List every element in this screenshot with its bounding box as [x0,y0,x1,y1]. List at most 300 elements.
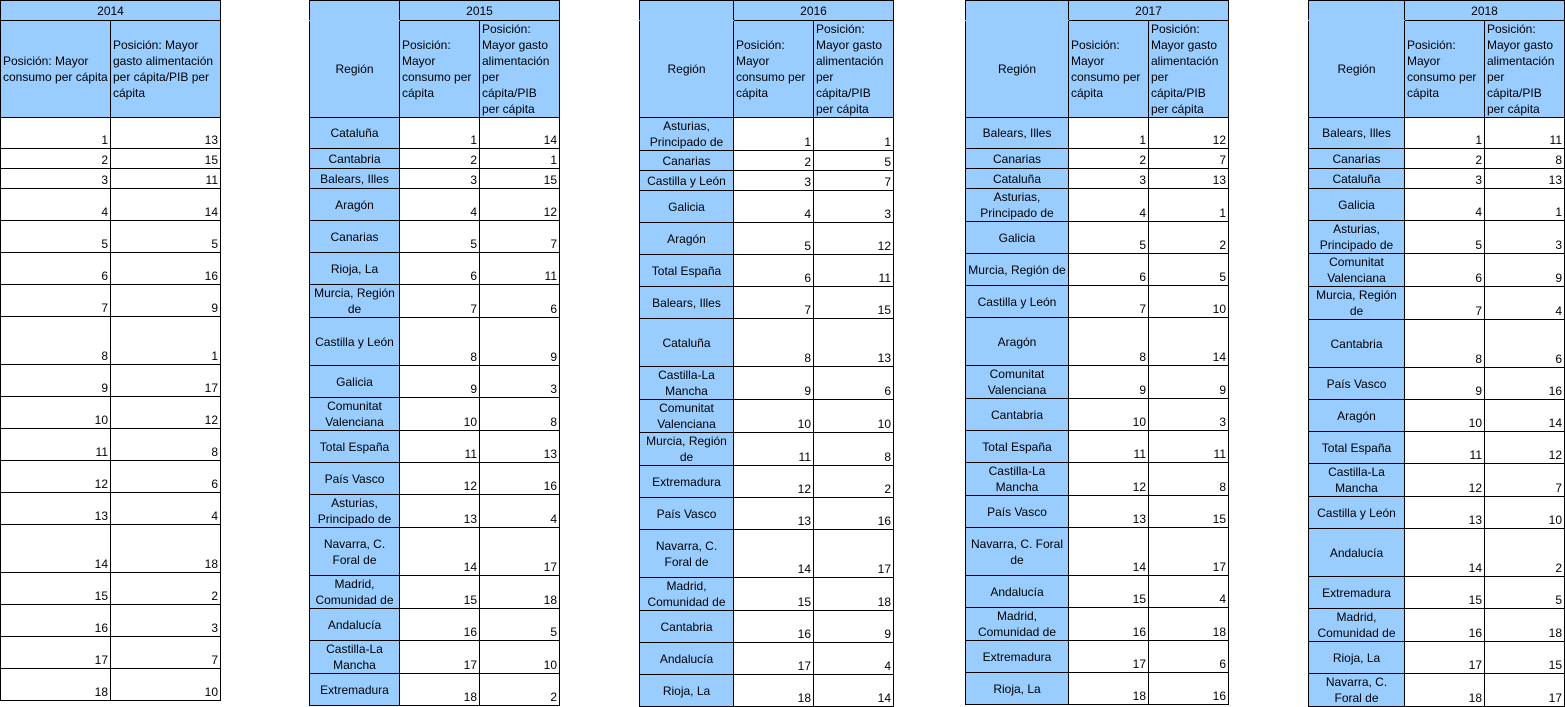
table-row [966,496,1229,528]
consumo-rank-cell[interactable]: 13 [734,498,814,530]
region-cell[interactable]: Madrid, Comunidad de [310,576,400,609]
gasto-rank-cell[interactable]: 4 [1485,287,1565,320]
gasto-rank-cell[interactable]: 6 [1485,320,1565,368]
gasto-rank-cell[interactable]: 8 [814,433,894,466]
region-cell[interactable]: Castilla y León [1309,497,1405,529]
consumo-rank-cell[interactable]: 15 [1405,577,1485,609]
region-cell[interactable]: Aragón [310,189,400,221]
gasto-rank-cell[interactable]: 9 [814,611,894,643]
region-cell[interactable]: Murcia, Región de [310,285,400,318]
consumo-rank-cell[interactable]: 7 [1069,286,1149,318]
gasto-rank-cell[interactable]: 2 [480,674,560,706]
table-row [640,611,894,643]
table-row [966,222,1229,254]
consumo-rank-cell[interactable]: 12 [1,461,111,493]
gasto-rank-cell[interactable]: 9 [1149,366,1229,399]
region-cell[interactable]: Comunitat Valenciana [966,366,1069,399]
gasto-rank-cell[interactable]: 15 [814,287,894,319]
region-cell[interactable]: Canarias [640,151,734,171]
region-cell[interactable]: Total España [640,255,734,287]
gasto-rank-cell[interactable]: 15 [480,169,560,189]
consumo-rank-cell[interactable]: 14 [1069,528,1149,576]
region-cell[interactable]: Total España [1309,432,1405,464]
consumo-rank-cell[interactable]: 10 [734,400,814,433]
region-cell[interactable]: Castilla y León [640,171,734,191]
consumo-rank-cell[interactable]: 16 [1405,609,1485,642]
gasto-rank-cell[interactable]: 1 [1149,189,1229,222]
gasto-rank-cell[interactable]: 3 [814,191,894,223]
gasto-rank-cell[interactable]: 3 [480,366,560,398]
gasto-rank-cell[interactable]: 10 [111,669,221,701]
consumo-rank-cell[interactable]: 8 [1069,318,1149,366]
consumo-rank-cell[interactable]: 3 [1405,169,1485,189]
region-cell[interactable]: Castilla-La Mancha [1309,464,1405,497]
gasto-rank-cell[interactable]: 2 [111,573,221,605]
gasto-rank-cell[interactable]: 17 [480,528,560,576]
header-gasto: Posición: Mayor gasto alimentación per cápita/PIB per cápita [480,21,560,118]
table-row [1,149,221,169]
consumo-rank-cell[interactable]: 3 [400,169,480,189]
table-row [310,641,560,674]
table-row [966,286,1229,318]
consumo-rank-cell[interactable]: 3 [1069,169,1149,189]
gasto-rank-cell[interactable]: 16 [480,463,560,495]
table-row [310,253,560,285]
gasto-rank-cell[interactable]: 14 [111,189,221,221]
consumo-rank-cell[interactable]: 10 [1069,399,1149,431]
consumo-rank-cell[interactable]: 6 [734,255,814,287]
consumo-rank-cell[interactable]: 18 [1405,674,1485,707]
consumo-rank-cell[interactable]: 11 [734,433,814,466]
gasto-rank-cell[interactable]: 10 [814,400,894,433]
table-row [1,573,221,605]
consumo-rank-cell[interactable]: 11 [1,429,111,461]
region-cell[interactable]: Aragón [966,318,1069,366]
consumo-rank-cell[interactable]: 12 [734,466,814,498]
region-cell[interactable]: Asturias, Principado de [966,189,1069,222]
region-cell[interactable]: Cataluña [966,169,1069,189]
region-cell[interactable]: Canarias [1309,149,1405,169]
region-cell[interactable]: Andalucía [1309,529,1405,577]
region-cell[interactable]: Galicia [310,366,400,398]
region-cell[interactable]: Comunitat Valenciana [640,400,734,433]
consumo-rank-cell[interactable]: 9 [1405,368,1485,400]
region-cell[interactable]: Extremadura [966,641,1069,673]
consumo-rank-cell[interactable]: 6 [1405,254,1485,287]
gasto-rank-cell[interactable]: 17 [814,530,894,578]
consumo-rank-cell[interactable]: 12 [1069,463,1149,496]
gasto-rank-cell[interactable]: 5 [814,151,894,171]
gasto-rank-cell[interactable]: 18 [814,578,894,611]
gasto-rank-cell[interactable]: 17 [1485,674,1565,707]
consumo-rank-cell[interactable]: 14 [1405,529,1485,577]
gasto-rank-cell[interactable]: 8 [1149,463,1229,496]
region-cell[interactable]: Navarra, C. Foral de [966,528,1069,576]
gasto-rank-cell[interactable]: 12 [814,223,894,255]
gasto-rank-cell[interactable]: 5 [480,609,560,641]
consumo-rank-cell[interactable]: 6 [1,253,111,285]
region-cell[interactable]: Andalucía [640,643,734,675]
region-cell[interactable]: Canarias [310,221,400,253]
consumo-rank-cell[interactable]: 17 [1405,642,1485,674]
gasto-rank-cell[interactable]: 16 [111,253,221,285]
gasto-rank-cell[interactable]: 9 [1485,254,1565,287]
consumo-rank-cell[interactable]: 2 [400,149,480,169]
consumo-rank-cell[interactable]: 4 [1,189,111,221]
consumo-rank-cell[interactable]: 4 [734,191,814,223]
year-header: 2016 [734,1,894,21]
region-cell[interactable]: Balears, Illes [640,287,734,319]
table-row [1309,464,1565,497]
consumo-rank-cell[interactable]: 3 [734,171,814,191]
consumo-rank-cell[interactable]: 12 [400,463,480,495]
gasto-rank-cell[interactable]: 16 [1149,673,1229,705]
region-cell[interactable]: Extremadura [310,674,400,706]
consumo-rank-cell[interactable]: 4 [400,189,480,221]
region-cell[interactable]: Cantabria [310,149,400,169]
gasto-rank-cell[interactable]: 15 [111,149,221,169]
consumo-rank-cell[interactable]: 13 [400,495,480,528]
table-row [966,528,1229,576]
consumo-rank-cell[interactable]: 17 [1,637,111,669]
region-cell[interactable]: Cataluña [1309,169,1405,189]
table-row [1309,221,1565,254]
consumo-rank-cell[interactable]: 13 [1,493,111,525]
consumo-rank-cell[interactable]: 8 [400,318,480,366]
region-cell[interactable]: Cantabria [966,399,1069,431]
consumo-rank-cell[interactable]: 2 [1,149,111,169]
region-cell[interactable]: Cantabria [1309,320,1405,368]
table-row [1309,609,1565,642]
consumo-rank-cell[interactable]: 8 [734,319,814,367]
region-cell[interactable]: Galicia [640,191,734,223]
region-cell[interactable]: Balears, Illes [1309,118,1405,149]
consumo-rank-cell[interactable]: 18 [400,674,480,706]
region-cell[interactable]: Cataluña [640,319,734,367]
gasto-rank-cell[interactable]: 10 [480,641,560,674]
gasto-rank-cell[interactable]: 6 [814,367,894,400]
region-cell[interactable]: Galicia [966,222,1069,254]
table-row [1309,287,1565,320]
gasto-rank-cell[interactable]: 3 [111,605,221,637]
gasto-rank-cell[interactable]: 1 [111,317,221,365]
table-row [310,285,560,318]
gasto-rank-cell[interactable]: 9 [111,285,221,317]
region-cell[interactable]: Murcia, Región de [640,433,734,466]
consumo-rank-cell[interactable]: 2 [1405,149,1485,169]
gasto-rank-cell[interactable]: 2 [814,466,894,498]
consumo-rank-cell[interactable]: 10 [1,397,111,429]
consumo-rank-cell[interactable]: 6 [400,253,480,285]
consumo-rank-cell[interactable]: 4 [1405,189,1485,221]
region-cell[interactable]: País Vasco [966,496,1069,528]
region-cell[interactable]: Balears, Illes [310,169,400,189]
consumo-rank-cell[interactable]: 14 [400,528,480,576]
gasto-rank-cell[interactable]: 11 [1149,431,1229,463]
table-row [1309,149,1565,169]
gasto-rank-cell[interactable]: 7 [814,171,894,191]
table-row [1,637,221,669]
header-gasto: Posición: Mayor gasto alimentación per cápita/PIB per cápita [1485,21,1565,118]
gasto-rank-cell[interactable]: 16 [814,498,894,530]
consumo-rank-cell[interactable]: 13 [1069,496,1149,528]
gasto-rank-cell[interactable]: 18 [480,576,560,609]
consumo-rank-cell[interactable]: 8 [1405,320,1485,368]
consumo-rank-cell[interactable]: 15 [400,576,480,609]
table-row [1309,497,1565,529]
region-cell[interactable]: Aragón [640,223,734,255]
consumo-rank-cell[interactable]: 17 [400,641,480,674]
table-row [1,525,221,573]
consumo-rank-cell[interactable]: 5 [400,221,480,253]
consumo-rank-cell[interactable]: 5 [1,221,111,253]
gasto-rank-cell[interactable]: 8 [1485,149,1565,169]
region-cell[interactable]: Extremadura [640,466,734,498]
gasto-rank-cell[interactable]: 1 [1485,189,1565,221]
region-cell[interactable]: País Vasco [1309,368,1405,400]
gasto-rank-cell[interactable]: 11 [480,253,560,285]
gasto-rank-cell[interactable]: 17 [1149,528,1229,576]
table-row [966,189,1229,222]
region-cell[interactable]: Murcia, Región de [1309,287,1405,320]
consumo-rank-cell[interactable]: 14 [1,525,111,573]
consumo-rank-cell[interactable]: 11 [1405,432,1485,464]
region-cell[interactable]: Rioja, La [966,673,1069,705]
gasto-rank-cell[interactable]: 7 [1485,464,1565,497]
gasto-rank-cell[interactable]: 18 [1149,608,1229,641]
gasto-rank-cell[interactable]: 12 [480,189,560,221]
region-cell[interactable]: Castilla-La Mancha [966,463,1069,496]
region-cell[interactable]: Cantabria [640,611,734,643]
region-cell[interactable]: Galicia [1309,189,1405,221]
gasto-rank-cell[interactable]: 18 [1485,609,1565,642]
consumo-rank-cell[interactable]: 17 [734,643,814,675]
gasto-rank-cell[interactable]: 15 [1149,496,1229,528]
consumo-rank-cell[interactable]: 1 [400,118,480,149]
gasto-rank-cell[interactable]: 6 [480,285,560,318]
consumo-rank-cell[interactable]: 14 [734,530,814,578]
table-row [966,641,1229,673]
gasto-rank-cell[interactable]: 11 [814,255,894,287]
consumo-rank-cell[interactable]: 6 [1069,254,1149,286]
year-block-2015 [309,0,560,706]
consumo-rank-cell[interactable]: 9 [1069,366,1149,399]
year-block-2014 [0,0,221,701]
consumo-rank-cell[interactable]: 7 [1,285,111,317]
region-cell[interactable]: Navarra, C. Foral de [1309,674,1405,707]
table-row [1309,254,1565,287]
consumo-rank-cell[interactable]: 2 [734,151,814,171]
region-cell[interactable]: Cataluña [310,118,400,149]
table-row [310,398,560,431]
region-cell[interactable]: Rioja, La [1309,642,1405,674]
gasto-rank-cell[interactable]: 11 [111,169,221,189]
gasto-rank-cell[interactable]: 17 [111,365,221,397]
consumo-rank-cell[interactable]: 10 [1405,400,1485,432]
year-block-2018 [1308,0,1565,707]
consumo-rank-cell[interactable]: 17 [1069,641,1149,673]
region-cell[interactable]: Comunitat Valenciana [1309,254,1405,287]
gasto-rank-cell[interactable]: 7 [1149,149,1229,169]
table-row [640,367,894,400]
gasto-rank-cell[interactable]: 13 [1149,169,1229,189]
consumo-rank-cell[interactable]: 15 [734,578,814,611]
region-cell[interactable]: Aragón [1309,400,1405,432]
consumo-rank-cell[interactable]: 18 [1069,673,1149,705]
region-cell[interactable]: Andalucía [310,609,400,641]
gasto-rank-cell[interactable]: 5 [111,221,221,253]
region-cell[interactable]: Madrid, Comunidad de [966,608,1069,641]
region-cell[interactable]: Canarias [966,149,1069,169]
table-row [640,151,894,171]
region-cell[interactable]: Total España [310,431,400,463]
consumo-rank-cell[interactable]: 16 [1,605,111,637]
gasto-rank-cell[interactable]: 9 [480,318,560,366]
year-block-2017 [965,0,1229,705]
consumo-rank-cell[interactable]: 11 [1069,431,1149,463]
consumo-rank-cell[interactable]: 15 [1,573,111,605]
table-row [640,643,894,675]
consumo-rank-cell[interactable]: 8 [1,317,111,365]
gasto-rank-cell[interactable]: 3 [1149,399,1229,431]
gasto-rank-cell[interactable]: 12 [1485,432,1565,464]
region-cell[interactable]: Madrid, Comunidad de [640,578,734,611]
region-cell[interactable]: Navarra, C. Foral de [640,530,734,578]
region-cell[interactable]: Rioja, La [310,253,400,285]
gasto-rank-cell[interactable]: 12 [1149,118,1229,149]
table-row [1,317,221,365]
consumo-rank-cell[interactable]: 18 [1,669,111,701]
gasto-rank-cell[interactable]: 2 [1149,222,1229,254]
consumo-rank-cell[interactable]: 1 [1,118,111,149]
region-cell[interactable]: Navarra, C. Foral de [310,528,400,576]
consumo-rank-cell[interactable]: 18 [734,675,814,707]
region-cell[interactable]: Extremadura [1309,577,1405,609]
table-row [310,149,560,169]
table-row [966,673,1229,705]
header-consumo: Posición: Mayor consumo per cápita [1405,21,1485,118]
table-row [966,576,1229,608]
consumo-rank-cell[interactable]: 9 [734,367,814,400]
table-row [966,366,1229,399]
consumo-rank-cell[interactable]: 9 [1,365,111,397]
region-cell[interactable]: Asturias, Principado de [310,495,400,528]
gasto-rank-cell[interactable]: 14 [480,118,560,149]
region-cell[interactable]: País Vasco [640,498,734,530]
region-cell[interactable]: Rioja, La [640,675,734,707]
region-cell[interactable]: Andalucía [966,576,1069,608]
table-row [1,429,221,461]
consumo-rank-cell[interactable]: 12 [1405,464,1485,497]
gasto-rank-cell[interactable]: 14 [1149,318,1229,366]
table-row [640,255,894,287]
consumo-rank-cell[interactable]: 13 [1405,497,1485,529]
consumo-rank-cell[interactable]: 16 [400,609,480,641]
region-cell[interactable]: Castilla-La Mancha [310,641,400,674]
region-cell[interactable]: Asturias, Principado de [1309,221,1405,254]
gasto-rank-cell[interactable]: 11 [1485,118,1565,149]
gasto-rank-cell[interactable]: 3 [1485,221,1565,254]
region-cell[interactable]: Total España [966,431,1069,463]
consumo-rank-cell[interactable]: 16 [734,611,814,643]
consumo-rank-cell[interactable]: 1 [734,118,814,151]
gasto-rank-cell[interactable]: 5 [1149,254,1229,286]
region-cell[interactable]: Balears, Illes [966,118,1069,149]
gasto-rank-cell[interactable]: 4 [480,495,560,528]
gasto-rank-cell[interactable]: 12 [111,397,221,429]
consumo-rank-cell[interactable]: 5 [1405,221,1485,254]
gasto-rank-cell[interactable]: 6 [1149,641,1229,673]
consumo-rank-cell[interactable]: 7 [400,285,480,318]
gasto-rank-cell[interactable]: 2 [1485,529,1565,577]
table-row [310,189,560,221]
consumo-rank-cell[interactable]: 7 [1405,287,1485,320]
consumo-rank-cell[interactable]: 1 [1405,118,1485,149]
consumo-rank-cell[interactable]: 9 [400,366,480,398]
consumo-rank-cell[interactable]: 1 [1069,118,1149,149]
gasto-rank-cell[interactable]: 14 [1485,400,1565,432]
gasto-rank-cell[interactable]: 4 [814,643,894,675]
gasto-rank-cell[interactable]: 13 [480,431,560,463]
consumo-rank-cell[interactable]: 5 [1069,222,1149,254]
consumo-rank-cell[interactable]: 16 [1069,608,1149,641]
region-cell[interactable]: Murcia, Región de [966,254,1069,286]
gasto-rank-cell[interactable]: 4 [1149,576,1229,608]
table-row [310,366,560,398]
consumo-rank-cell[interactable]: 4 [1069,189,1149,222]
consumo-rank-cell[interactable]: 11 [400,431,480,463]
consumo-rank-cell[interactable]: 3 [1,169,111,189]
gasto-rank-cell[interactable]: 4 [111,493,221,525]
gasto-rank-cell[interactable]: 8 [111,429,221,461]
gasto-rank-cell[interactable]: 1 [814,118,894,151]
gasto-rank-cell[interactable]: 10 [1485,497,1565,529]
table-row [1309,368,1565,400]
gasto-rank-cell[interactable]: 13 [111,118,221,149]
gasto-rank-cell[interactable]: 13 [814,319,894,367]
gasto-rank-cell[interactable]: 10 [1149,286,1229,318]
table-row [966,169,1229,189]
gasto-rank-cell[interactable]: 13 [1485,169,1565,189]
gasto-rank-cell[interactable]: 7 [480,221,560,253]
gasto-rank-cell[interactable]: 1 [480,149,560,169]
table-row [966,149,1229,169]
region-cell[interactable]: Castilla y León [966,286,1069,318]
region-cell[interactable]: Madrid, Comunidad de [1309,609,1405,642]
gasto-rank-cell[interactable]: 18 [111,525,221,573]
region-cell[interactable]: Asturias, Principado de [640,118,734,151]
region-cell[interactable]: Comunitat Valenciana [310,398,400,431]
gasto-rank-cell[interactable]: 5 [1485,577,1565,609]
consumo-rank-cell[interactable]: 2 [1069,149,1149,169]
table-row [640,223,894,255]
gasto-rank-cell[interactable]: 16 [1485,368,1565,400]
region-cell[interactable]: Castilla y León [310,318,400,366]
consumo-rank-cell[interactable]: 15 [1069,576,1149,608]
consumo-rank-cell[interactable]: 5 [734,223,814,255]
gasto-rank-cell[interactable]: 15 [1485,642,1565,674]
gasto-rank-cell[interactable]: 8 [480,398,560,431]
gasto-rank-cell[interactable]: 7 [111,637,221,669]
consumo-rank-cell[interactable]: 10 [400,398,480,431]
gasto-rank-cell[interactable]: 14 [814,675,894,707]
ranking-table-2016 [639,0,894,707]
region-cell[interactable]: País Vasco [310,463,400,495]
table-row [1,605,221,637]
gasto-rank-cell[interactable]: 6 [111,461,221,493]
consumo-rank-cell[interactable]: 7 [734,287,814,319]
region-cell[interactable]: Castilla-La Mancha [640,367,734,400]
